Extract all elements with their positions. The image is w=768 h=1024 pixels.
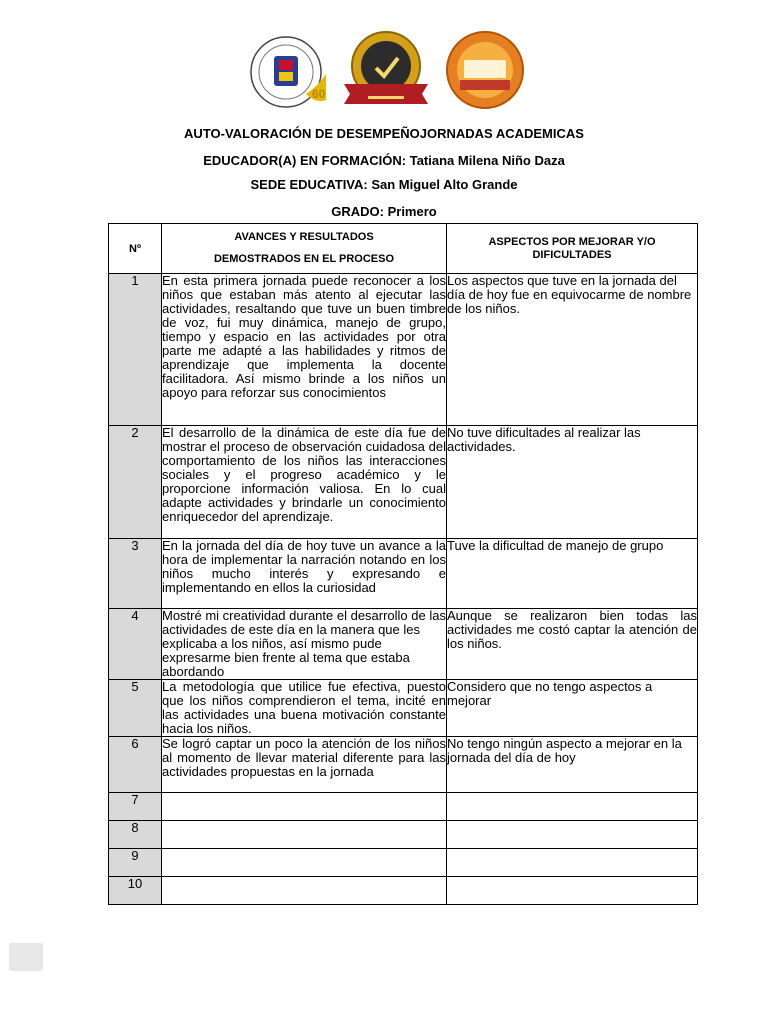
table-row xyxy=(109,737,698,793)
improve-cell: Los aspectos que tuve en la jornada del día de hoy fue en equivocarme de nombre de los niños. xyxy=(447,274,698,426)
accreditation-seal-orange-logo xyxy=(440,30,530,112)
improve-cell xyxy=(447,877,698,905)
advances-cell xyxy=(162,877,447,905)
table-row xyxy=(109,609,698,680)
table-row xyxy=(109,539,698,609)
header-improve-line1: ASPECTOS POR MEJORAR Y/O xyxy=(488,235,656,248)
advances-cell xyxy=(162,849,447,877)
row-number: 8 xyxy=(109,821,162,849)
table-row xyxy=(109,274,698,426)
svg-text:60: 60 xyxy=(312,87,326,101)
table-header-row xyxy=(109,224,698,274)
table-row xyxy=(109,849,698,877)
advances-cell xyxy=(162,821,447,849)
header-advances xyxy=(162,224,447,274)
advances-cell: En esta primera jornada puede reconocer a los niños que estaban más atento al ejecutar las actividades, resaltando que tuve un buen timbre de voz, fui muy dinámica, manejo de grupo, tiempo y espacio en las actividades por otra parte me adapté a las habilidades y ritmos de aprendizaje que implementa la docente facilitadora. Así mismo brinde a los niños un apoyo para reforzar sus conocimientos xyxy=(162,274,447,426)
advances-cell xyxy=(162,793,447,821)
row-number: 10 xyxy=(109,877,162,905)
header-number: Nº xyxy=(109,224,162,274)
improve-cell xyxy=(447,849,698,877)
improve-cell xyxy=(447,793,698,821)
row-number: 4 xyxy=(109,609,162,680)
table-row xyxy=(109,821,698,849)
row-number: 1 xyxy=(109,274,162,426)
header-improve xyxy=(447,224,698,274)
document-title: AUTO-VALORACIÓN DE DESEMPEÑOJORNADAS ACADEMICAS xyxy=(184,126,584,141)
advances-cell: La metodología que utilice fue efectiva, puesto que los niños comprendieron el tema, incité en las actividades una buena motivación constante hacia los niños. xyxy=(162,679,446,736)
row-number: 6 xyxy=(109,737,162,793)
school-line: SEDE EDUCATIVA: San Miguel Alto Grande xyxy=(250,177,518,192)
logo-strip xyxy=(240,30,540,112)
row-number: 9 xyxy=(109,849,162,877)
table-row xyxy=(109,426,698,539)
improve-cell xyxy=(447,821,698,849)
improve-cell: No tengo ningún aspecto a mejorar en la jornada del día de hoy xyxy=(447,737,698,793)
advances-cell: Mostré mi creatividad durante el desarrollo de las actividades de este día en la manera que les explicaba a los niños, así mismo pude expresarme bien frente al tema que estaba abordando xyxy=(162,608,446,679)
header-advances-line2: DEMOSTRADOS EN EL PROCESO xyxy=(213,253,395,265)
advances-cell: El desarrollo de la dinámica de este día fue de mostrar el proceso de observación cuidadosa del comportamiento de los niños las interacciones sociales y el progreso académico y le proporcione información valiosa. En lo cual adapte actividades y brindarle un conocimiento enriquecedor del aprendizaje. xyxy=(162,426,447,539)
row-number: 5 xyxy=(109,680,162,737)
table-row xyxy=(109,680,698,737)
row-number: 2 xyxy=(109,426,162,539)
accreditation-seal-gold-logo xyxy=(338,30,434,110)
row-number: 3 xyxy=(109,539,162,609)
educator-line: EDUCADOR(A) EN FORMACIÓN: Tatiana Milena Niño Daza xyxy=(203,153,565,168)
improve-cell: Tuve la dificultad de manejo de grupo xyxy=(447,539,698,609)
table-row xyxy=(109,877,698,905)
header-advances-line1: AVANCES Y RESULTADOS xyxy=(234,231,374,243)
grade-line: GRADO: Primero xyxy=(331,204,437,219)
evaluation-table xyxy=(108,223,698,905)
row-number: 7 xyxy=(109,793,162,821)
improve-cell: No tuve dificultades al realizar las actividades. xyxy=(447,426,698,539)
page-thumbnail-marker[interactable] xyxy=(9,943,43,971)
improve-cell: Aunque se realizaron bien todas las actividades me costó captar la atención de los niños. xyxy=(447,609,698,680)
header-improve-line2: DIFICULTADES xyxy=(532,248,612,261)
university-seal-logo xyxy=(248,34,332,110)
improve-cell: Considero que no tengo aspectos a mejorar xyxy=(447,680,698,737)
table-row xyxy=(109,793,698,821)
advances-cell: Se logró captar un poco la atención de los niños al momento de llevar material diferente para las actividades propuestas en la jornada xyxy=(162,737,447,793)
advances-cell: En la jornada del día de hoy tuve un avance a la hora de implementar la narración notando en los niños mucho interés y expresando e implementando en ellos la curiosidad xyxy=(162,539,447,609)
